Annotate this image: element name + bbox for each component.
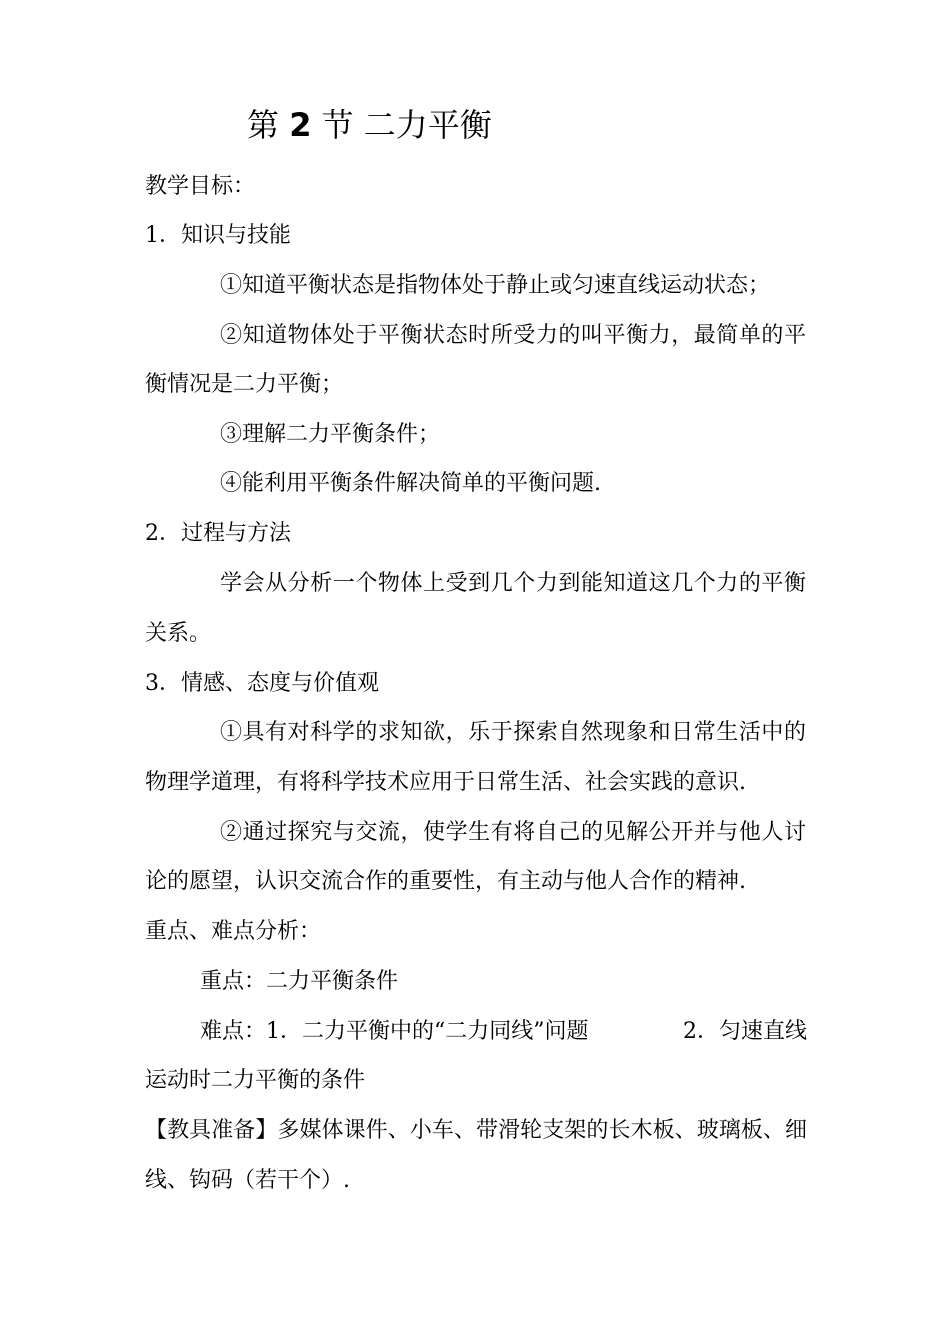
section-1-item-2-line-2: 衡情况是二力平衡； <box>145 372 344 397</box>
section-2-item-line-1: 学会从分析一个物体上受到几个力到能知道这几个力的平衡 <box>220 571 806 596</box>
section-2-item-line-2: 关系。 <box>145 621 212 646</box>
section-1-item-3: ③理解二力平衡条件； <box>220 422 441 447</box>
key-points-heading: 重点、难点分析： <box>145 919 322 944</box>
section-1-item-4: ④能利用平衡条件解决简单的平衡问题. <box>220 471 601 496</box>
section-3-item-2-line-1: ②通过探究与交流，使学生有将自己的见解公开并与他人讨 <box>220 820 806 845</box>
difficulty-part-1: 难点：1．二力平衡中的“二力同线”问题 <box>200 1019 589 1044</box>
section-3-item-2-line-2: 论的愿望，认识交流合作的重要性，有主动与他人合作的精神. <box>145 869 746 894</box>
section-3-item-1-line-2: 物理学道理，有将科学技术应用于日常生活、社会实践的意识. <box>145 770 746 795</box>
section-1-heading: 1．知识与技能 <box>145 223 291 248</box>
section-1-item-1: ①知道平衡状态是指物体处于静止或匀速直线运动状态； <box>220 273 771 298</box>
section-2-heading: 2．过程与方法 <box>145 521 291 546</box>
section-1-item-2-line-1: ②知道物体处于平衡状态时所受力的叫平衡力，最简单的平 <box>220 323 806 348</box>
section-3-item-1-line-1: ①具有对科学的求知欲，乐于探索自然现象和日常生活中的 <box>220 720 806 745</box>
difficulty-part-2: 2．匀速直线 <box>683 1019 807 1044</box>
section-3-heading: 3．情感、态度与价值观 <box>145 671 379 696</box>
title-number: 2 <box>289 106 312 144</box>
key-point: 重点：二力平衡条件 <box>200 969 399 994</box>
objectives-heading: 教学目标： <box>145 174 256 199</box>
title-prefix: 第 <box>247 106 280 144</box>
materials-line-2: 线、钩码（若干个）. <box>145 1168 350 1193</box>
difficulty-line-2: 运动时二力平衡的条件 <box>145 1068 366 1093</box>
materials-line-1: 【教具准备】多媒体课件、小车、带滑轮支架的长木板、玻璃板、细 <box>145 1118 807 1143</box>
title-suffix: 节 二力平衡 <box>321 106 492 144</box>
page-title <box>247 100 492 150</box>
